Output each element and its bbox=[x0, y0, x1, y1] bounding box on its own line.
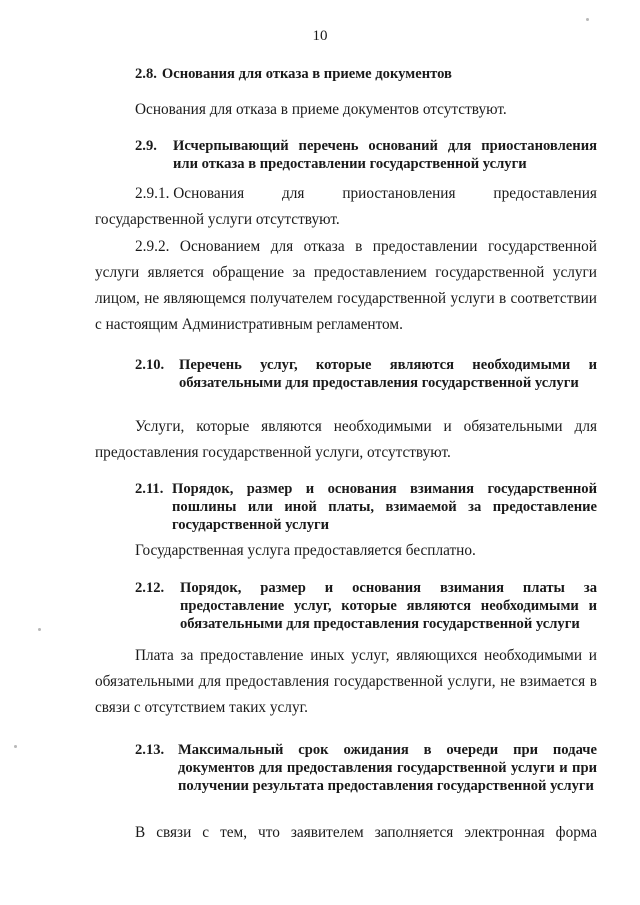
heading-2-9 bbox=[95, 137, 597, 173]
heading-number: 2.11. bbox=[135, 481, 164, 497]
paragraph-2-9-2: 2.9.2. Основанием для отказа в предоставлении государственной услуги является обращение за предоставлением государственной услуги лицом, не являющемся получателем государственной услуги в соответствии с настоящим Административным регламентом. bbox=[95, 238, 597, 333]
paragraph-line bbox=[95, 181, 597, 207]
word: 2.9.1. Основания bbox=[135, 185, 245, 202]
word: предоставления bbox=[493, 185, 597, 202]
word: приостановления bbox=[342, 185, 456, 202]
heading-text: Исчерпывающий перечень оснований для приостановления или отказа в предоставлении государственной услуги bbox=[173, 138, 597, 172]
heading-2-13 bbox=[95, 741, 597, 795]
heading-number: 2.9. bbox=[135, 138, 157, 154]
heading-2-10 bbox=[95, 356, 597, 392]
scan-speck bbox=[38, 628, 41, 631]
heading-number: 2.12. bbox=[135, 580, 165, 596]
word: для bbox=[282, 185, 305, 202]
heading-2-12 bbox=[95, 579, 597, 633]
heading-text: Максимальный срок ожидания в очереди при подаче документов для предоставления государственной услуги и при получении результата предоставления государственной услуги bbox=[178, 742, 597, 794]
paragraph-2-13: В связи с тем, что заявителем заполняется электронная форма bbox=[135, 824, 597, 841]
paragraph-2-11: Государственная услуга предоставляется бесплатно. bbox=[135, 542, 476, 559]
paragraph-2-10: Услуги, которые являются необходимыми и обязательными для предоставления государственной услуги, отсутствуют. bbox=[95, 418, 597, 461]
heading-2-11 bbox=[95, 480, 597, 534]
scan-speck bbox=[14, 745, 17, 748]
scan-speck bbox=[586, 18, 589, 21]
heading-text: Порядок, размер и основания взимания платы за предоставление услуг, которые являются необходимыми и обязательными для предоставления государственной услуги bbox=[180, 580, 597, 632]
heading-text: Порядок, размер и основания взимания государственной пошлины или иной платы, взимаемой за предоставление государственной услуги bbox=[172, 481, 597, 533]
page-number: 10 bbox=[312, 28, 328, 44]
paragraph-line: государственной услуги отсутствуют. bbox=[95, 211, 340, 228]
paragraph-2-8: Основания для отказа в приеме документов отсутствуют. bbox=[135, 101, 507, 118]
paragraph-2-12: Плата за предоставление иных услуг, являющихся необходимыми и обязательными для предоставления государственной услуги, не взимается в связи с отсутствием таких услуг. bbox=[95, 647, 597, 716]
heading-number: 2.13. bbox=[135, 742, 165, 758]
paragraph-2-9-1 bbox=[95, 181, 597, 233]
heading-number: 2.8. bbox=[135, 66, 157, 82]
heading-text: Перечень услуг, которые являются необходимыми и обязательными для предоставления государственной услуги bbox=[179, 357, 597, 391]
heading-number: 2.10. bbox=[135, 357, 165, 373]
heading-2-8 bbox=[95, 65, 597, 83]
heading-text: Основания для отказа в приеме документов bbox=[161, 66, 452, 82]
